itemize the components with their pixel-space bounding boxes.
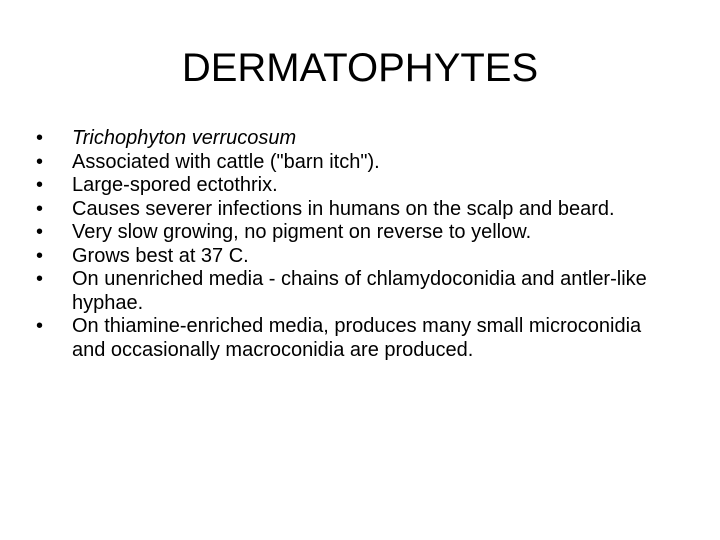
bullet-text: Grows best at 37 C. <box>72 244 249 267</box>
bullet-marker: • <box>36 221 44 243</box>
bullet-marker: • <box>36 150 44 173</box>
bullet-item <box>36 221 676 245</box>
bullet-item <box>36 245 676 269</box>
bullet-item <box>36 315 676 362</box>
bullet-item <box>36 198 676 222</box>
bullet-text: Large-spored ectothrix. <box>72 174 278 196</box>
bullet-marker: • <box>36 174 44 196</box>
bullet-item <box>36 127 676 151</box>
bullet-text: Very slow growing, no pigment on reverse to yellow. <box>72 221 532 243</box>
bullet-text: On thiamine-enriched media, produces many small microconidia and occasionally macroconidia are produced. <box>72 315 642 361</box>
slide-title: DERMATOPHYTES <box>181 46 539 90</box>
bullet-marker: • <box>36 244 44 267</box>
bullet-list <box>36 127 676 362</box>
bullet-marker: • <box>36 315 44 337</box>
bullet-item <box>36 151 676 175</box>
bullet-marker: • <box>36 127 44 149</box>
bullet-text: Causes severer infections in humans on the scalp and beard. <box>72 197 615 220</box>
bullet-marker: • <box>36 268 44 290</box>
bullet-text: On unenriched media - chains of chlamydoconidia and antler-like hyphae. <box>72 268 647 314</box>
bullet-item <box>36 268 676 315</box>
bullet-text: Associated with cattle ("barn itch"). <box>72 150 380 173</box>
bullet-marker: • <box>36 197 44 220</box>
bullet-item <box>36 174 676 198</box>
bullet-text: Trichophyton verrucosum <box>72 127 297 149</box>
